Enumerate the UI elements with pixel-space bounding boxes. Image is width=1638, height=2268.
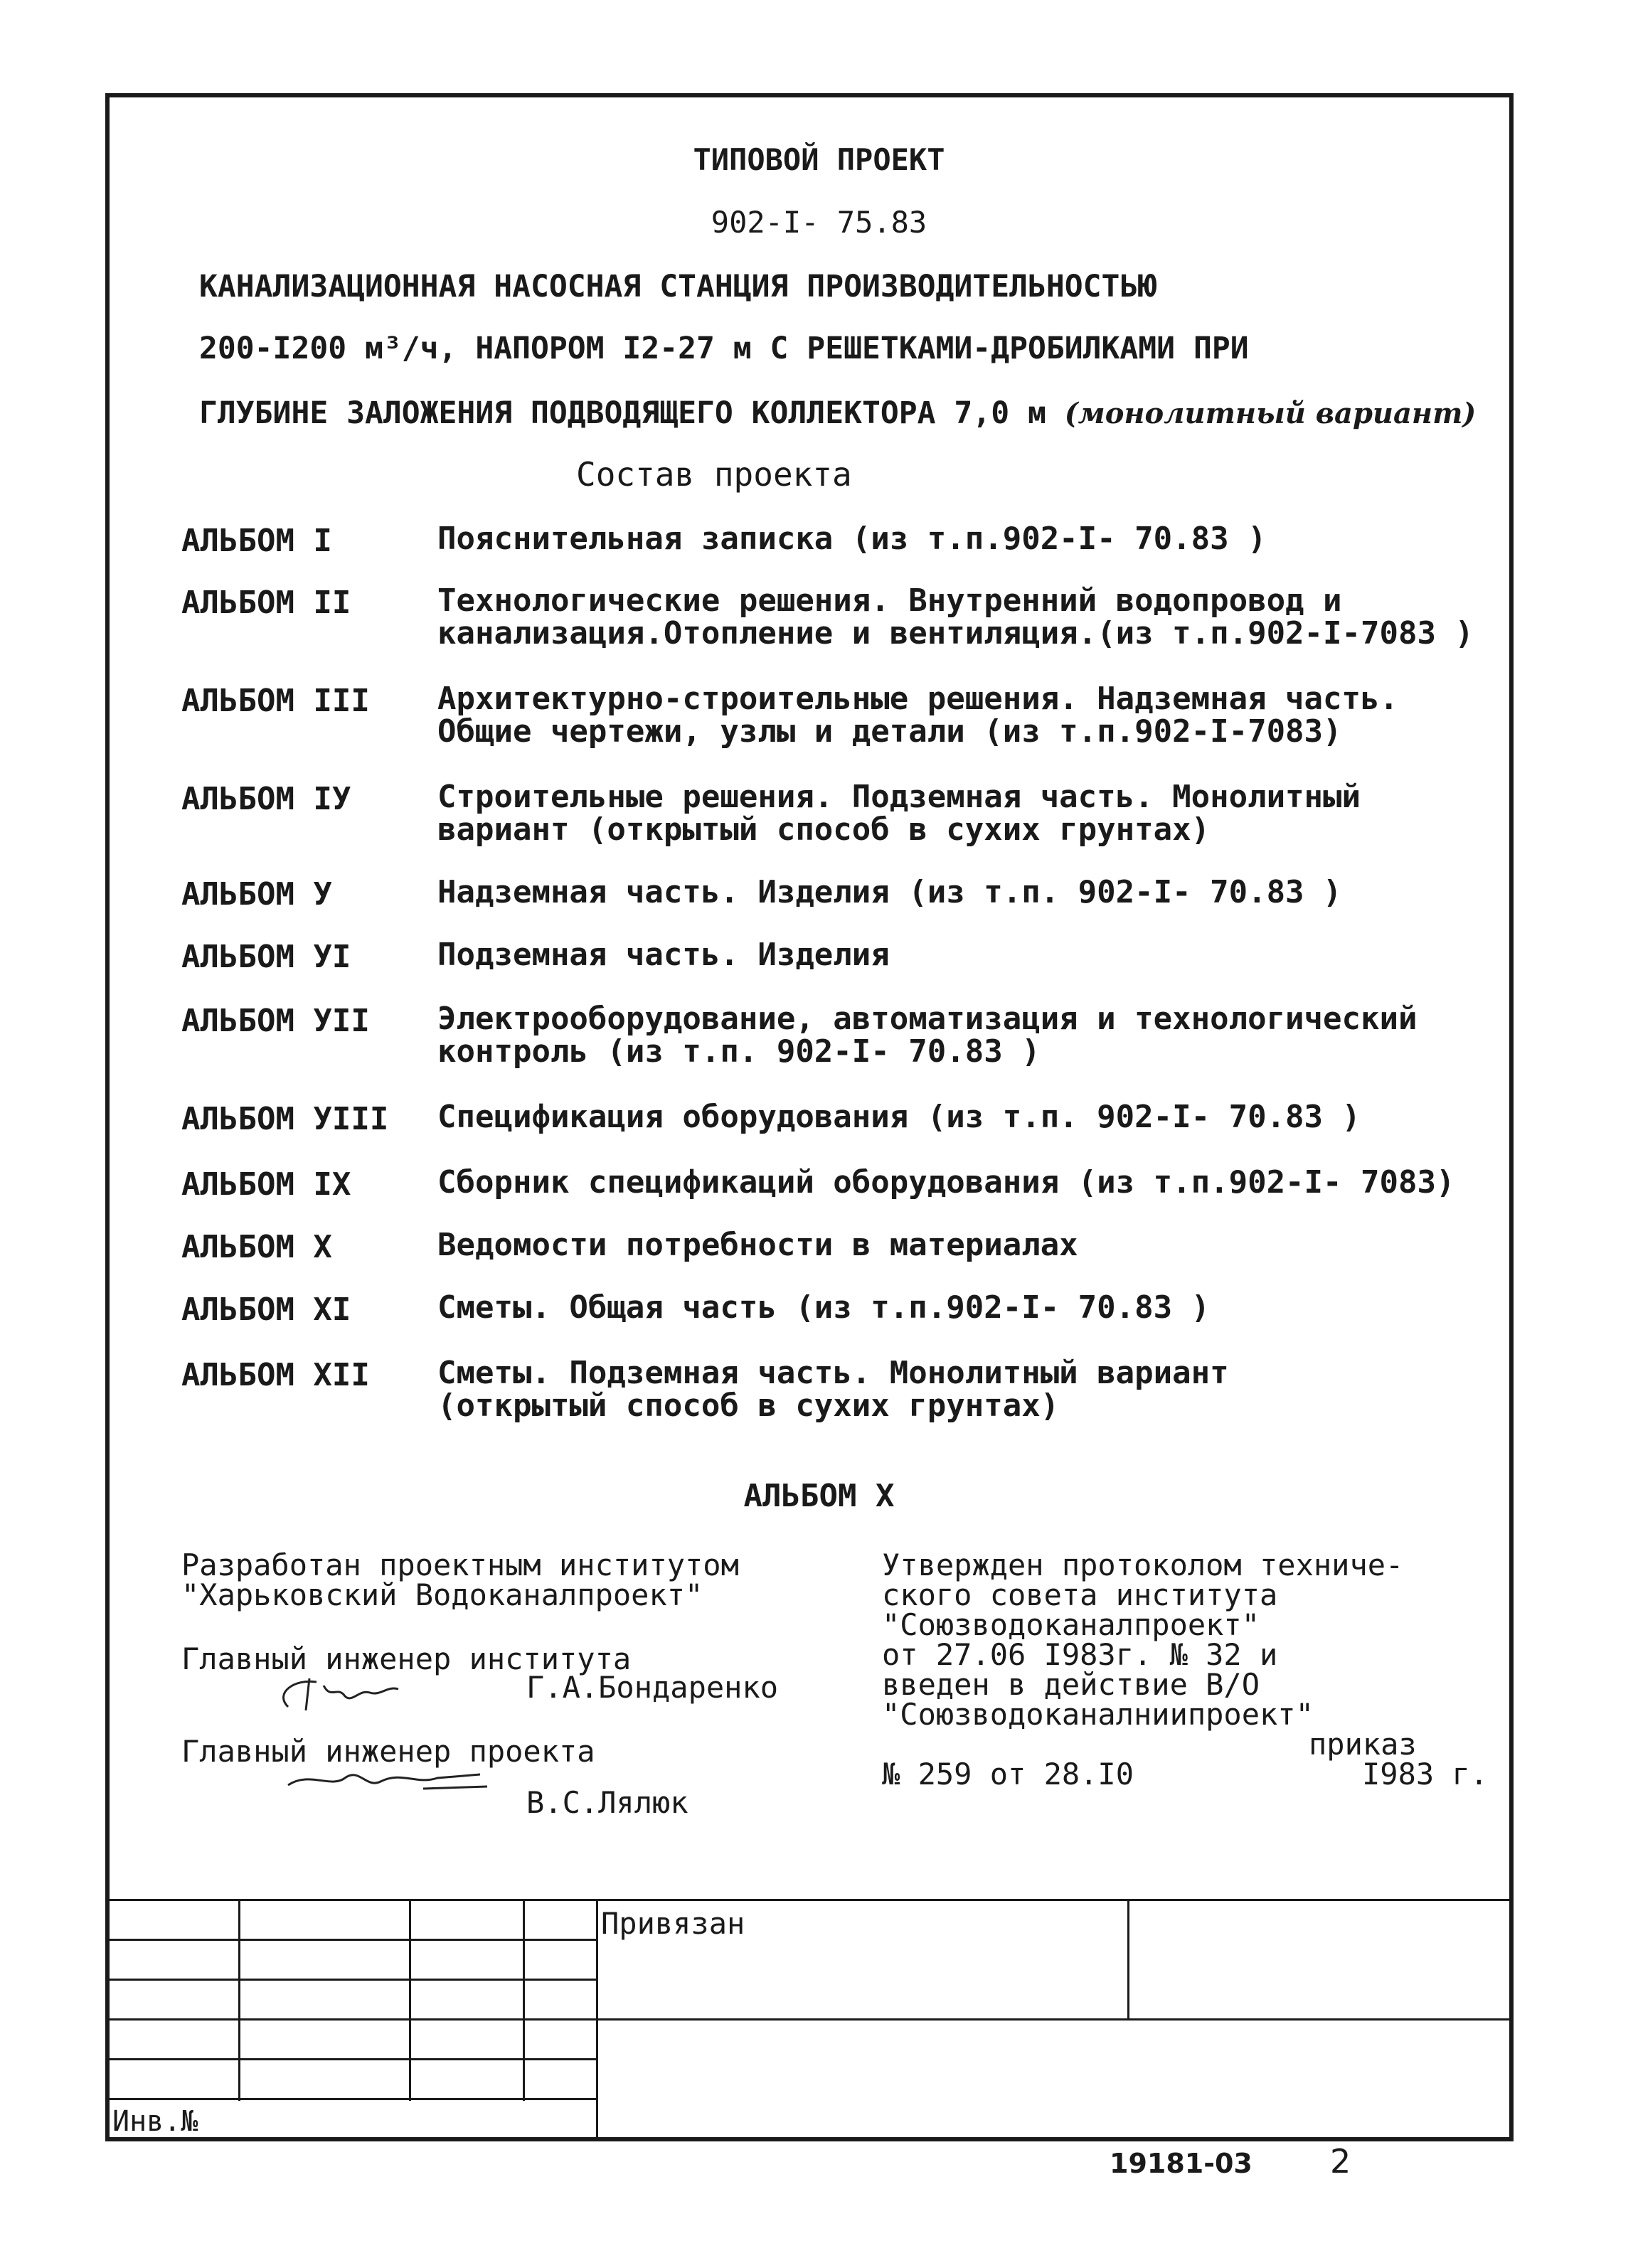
album-text-cont: (открытый способ в сухих грунтах) — [437, 1388, 1060, 1424]
stamp-line — [1127, 1899, 1129, 2018]
developer-line-1: Разработан проектным институтом — [181, 1548, 739, 1582]
album-text: Строительные решения. Подземная часть. Монолитный — [437, 779, 1361, 815]
album-label: АЛЬБОМ XI — [181, 1292, 351, 1328]
approval-line-4: от 27.06 I983г. № 32 и — [882, 1637, 1278, 1672]
approval-order-number: № 259 от 28.I0 — [882, 1757, 1134, 1791]
album-label: АЛЬБОМ X — [181, 1229, 332, 1265]
album-label: АЛЬБОМ УI — [181, 939, 351, 975]
desc-line-3-text: ГЛУБИНЕ ЗАЛОЖЕНИЯ ПОДВОДЯЩЕГО КОЛЛЕКТОРА 7,0 м — [199, 395, 1046, 431]
album-text: Пояснительная записка (из т.п.902-I- 70.83 ) — [437, 521, 1267, 557]
stamp-line — [238, 1899, 240, 2101]
album-text-cont: контроль (из т.п. 902-I- 70.83 ) — [437, 1033, 1041, 1070]
project-engineer-signature-icon — [281, 1757, 494, 1806]
album-label: АЛЬБОМ I — [181, 523, 332, 559]
bound-label: Привязан — [601, 1906, 745, 1941]
footer-code: 19181-03 — [1110, 2148, 1253, 2179]
approval-line-5: введен в действие В/О — [882, 1667, 1260, 1702]
album-text: Архитектурно-строительные решения. Надземная часть. — [437, 681, 1399, 717]
page-number: 2 — [1330, 2142, 1351, 2181]
developer-line-2: "Харьковский Водоканалпроект" — [181, 1577, 703, 1612]
project-engineer-name: В.С.Лялюк — [526, 1785, 688, 1820]
chief-engineer-name: Г.А.Бондаренко — [526, 1670, 779, 1705]
approval-line-1: Утвержден протоколом техниче- — [882, 1548, 1404, 1582]
album-label: АЛЬБОМ IX — [181, 1166, 351, 1203]
album-text-cont: вариант (открытый способ в сухих грунтах) — [437, 811, 1211, 848]
album-text: Подземная часть. Изделия — [437, 937, 890, 973]
album-label: АЛЬБОМ IУ — [181, 781, 351, 817]
album-label: АЛЬБОМ II — [181, 585, 351, 621]
current-album: АЛЬБОМ X — [743, 1478, 895, 1514]
desc-line-2: 200-I200 м³/ч, НАПОРОМ I2-27 м С РЕШЕТКАМИ-ДРОБИЛКАМИ ПРИ — [199, 331, 1249, 366]
album-label: АЛЬБОМ У — [181, 876, 332, 912]
chief-engineer-label: Главный инженер института — [181, 1641, 632, 1676]
album-label: АЛЬБОМ УII — [181, 1003, 370, 1039]
album-text-cont: Общие чертежи, узлы и детали (из т.п.902-I-7083) — [437, 713, 1342, 750]
chief-engineer-signature-icon — [267, 1664, 430, 1721]
approval-order-label: приказ — [1309, 1727, 1417, 1762]
album-label: АЛЬБОМ УIII — [181, 1101, 389, 1137]
approval-line-6: "Союзводоканалниипроект" — [882, 1697, 1314, 1732]
approval-line-3: "Союзводоканалпроект" — [882, 1607, 1260, 1642]
doc-title: ТИПОВОЙ ПРОЕКТ — [693, 142, 945, 177]
project-engineer-label: Главный инженер проекта — [181, 1734, 595, 1769]
album-label: АЛЬБОМ III — [181, 683, 370, 719]
approval-order-year: I983 г. — [1362, 1757, 1489, 1791]
desc-line-3 — [199, 395, 1476, 431]
stamp-line — [523, 1899, 525, 2101]
album-text: Технологические решения. Внутренний водопровод и — [437, 582, 1342, 619]
inventory-label: Инв.№ — [112, 2105, 198, 2138]
album-text-cont: канализация.Отопление и вентиляция.(из т.п.902-I-7083 ) — [437, 615, 1474, 651]
stamp-line — [596, 1899, 598, 2139]
stamp-line — [107, 2018, 1511, 2021]
album-text: Сметы. Общая часть (из т.п.902-I- 70.83 ) — [437, 1289, 1211, 1326]
album-text: Сборник спецификаций оборудования (из т.п.902-I- 7083) — [437, 1164, 1455, 1200]
album-text: Ведомости потребности в материалах — [437, 1227, 1078, 1263]
stamp-line — [409, 1899, 411, 2101]
album-label: АЛЬБОМ XII — [181, 1357, 370, 1393]
album-text: Спецификация оборудования (из т.п. 902-I- 70.83 ) — [437, 1099, 1361, 1135]
album-text: Сметы. Подземная часть. Монолитный вариант — [437, 1355, 1229, 1391]
project-number: 902-I- 75.83 — [711, 205, 927, 240]
composition-heading: Состав проекта — [576, 455, 852, 494]
album-text: Надземная часть. Изделия (из т.п. 902-I- 70.83 ) — [437, 874, 1342, 910]
approval-line-2: ского совета института — [882, 1577, 1278, 1612]
album-text: Электрооборудование, автоматизация и технологический — [437, 1001, 1418, 1037]
desc-line-1: КАНАЛИЗАЦИОННАЯ НАСОСНАЯ СТАНЦИЯ ПРОИЗВОДИТЕЛЬНОСТЬЮ — [199, 269, 1157, 304]
stamp-line — [107, 1899, 1511, 1901]
desc-line-3-handwritten: (монолитный вариант) — [1064, 397, 1477, 430]
